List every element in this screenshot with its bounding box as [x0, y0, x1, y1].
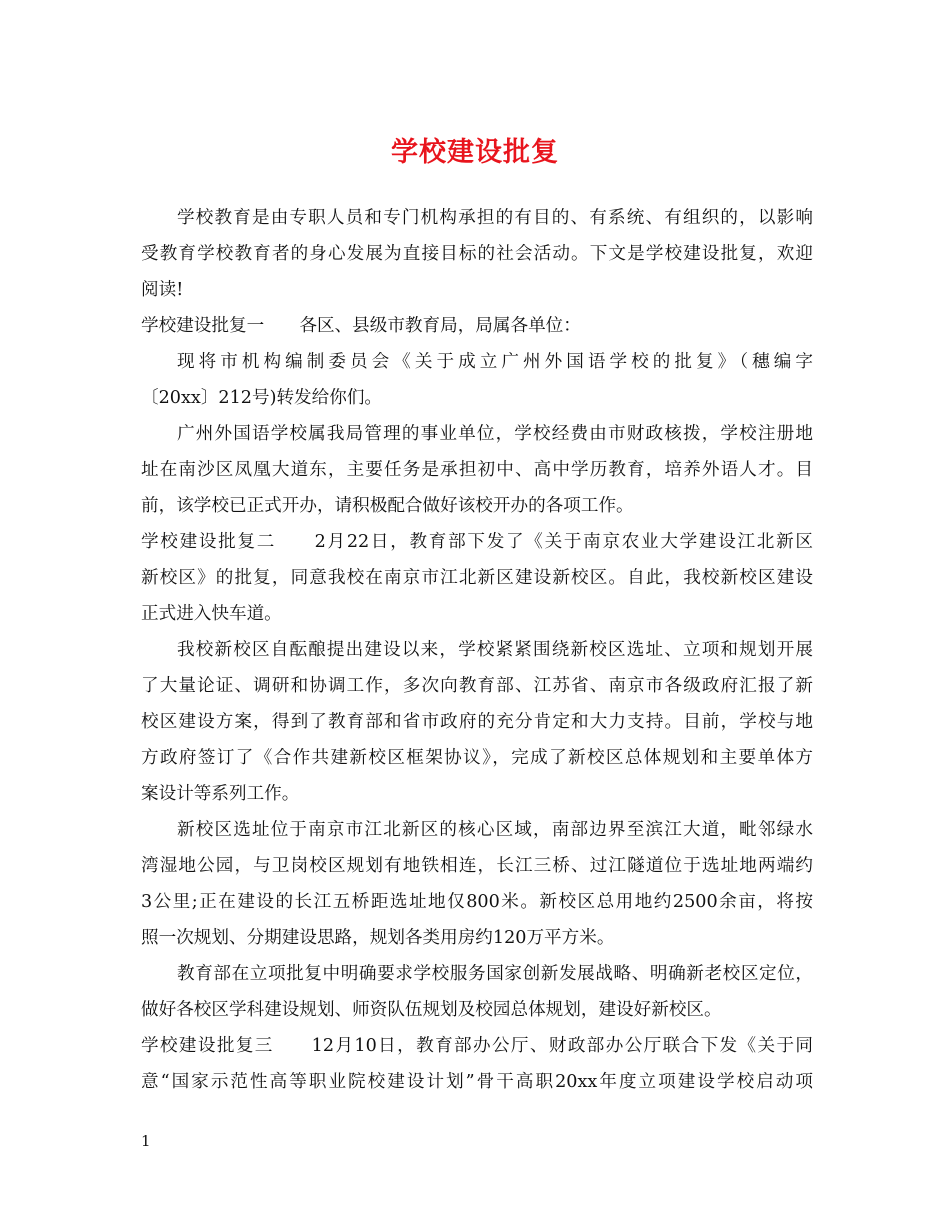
text-line: 了大量论证、调研和协调工作，多次向教育部、江苏省、南京市各级政府汇报了新 — [141, 676, 813, 696]
text-line: 案设计等系列工作。 — [141, 784, 300, 804]
text-line: 3公里;正在建设的长江五桥距选址地仅800米。新校区总用地约2500余亩，将按 — [141, 892, 813, 912]
text-line: 正式进入快车道。 — [141, 604, 282, 624]
text-line: 学校建设批复三 12月10日，教育部办公厅、财政部办公厅联合下发《关于同 — [141, 1036, 813, 1056]
text-line: 前，该学校已正式开办，请积极配合做好该校开办的各项工作。 — [141, 496, 634, 516]
document-title: 学校建设批复 — [391, 137, 559, 168]
text-line: 址在南沙区凤凰大道东，主要任务是承担初中、高中学历教育，培养外语人才。目 — [141, 460, 813, 480]
text-line: 〔20xx〕212号)转发给你们。 — [141, 388, 383, 408]
text-line: 新校区》的批复，同意我校在南京市江北新区建设新校区。自此，我校新校区建设 — [141, 568, 813, 588]
text-line: 我校新校区自酝酿提出建设以来，学校紧紧围绕新校区选址、立项和规划开展 — [177, 640, 813, 660]
text-line: 阅读! — [141, 280, 184, 300]
text-line: 受教育学校教育者的身心发展为直接目标的社会活动。下文是学校建设批复，欢迎 — [141, 244, 813, 264]
text-line: 方政府签订了《合作共建新校区框架协议》，完成了新校区总体规划和主要单体方 — [141, 748, 813, 768]
text-line: 照一次规划、分期建设思路，规划各类用房约120万平方米。 — [141, 928, 615, 948]
text-line: 校区建设方案，得到了教育部和省市政府的充分肯定和大力支持。目前，学校与地 — [141, 712, 813, 732]
text-line: 湾湿地公园，与卫岗校区规划有地铁相连，长江三桥、过江隧道位于选址地两端约 — [141, 856, 813, 876]
text-line: 新校区选址位于南京市江北新区的核心区域，南部边界至滨江大道，毗邻绿水 — [177, 820, 813, 840]
text-line: 教育部在立项批复中明确要求学校服务国家创新发展战略、明确新老校区定位， — [177, 964, 813, 984]
text-line: 学校建设批复一 各区、县级市教育局，局属各单位： — [141, 316, 581, 336]
page-number: 1 — [141, 1132, 151, 1150]
text-line: 学校建设批复二 2月22日，教育部下发了《关于南京农业大学建设江北新区 — [141, 532, 813, 552]
text-line: 学校教育是由专职人员和专门机构承担的有目的、有系统、有组织的，以影响 — [177, 208, 813, 228]
text-line: 现将市机构编制委员会《关于成立广州外国语学校的批复》（穗编字 — [177, 352, 813, 372]
text-line: 意“国家示范性高等职业院校建设计划”骨干高职20xx年度立项建设学校启动项 — [141, 1072, 813, 1092]
text-line: 做好各校区学科建设规划、师资队伍规划及校园总体规划，建设好新校区。 — [141, 1000, 722, 1020]
text-line: 广州外国语学校属我局管理的事业单位，学校经费由市财政核拨，学校注册地 — [177, 424, 813, 444]
